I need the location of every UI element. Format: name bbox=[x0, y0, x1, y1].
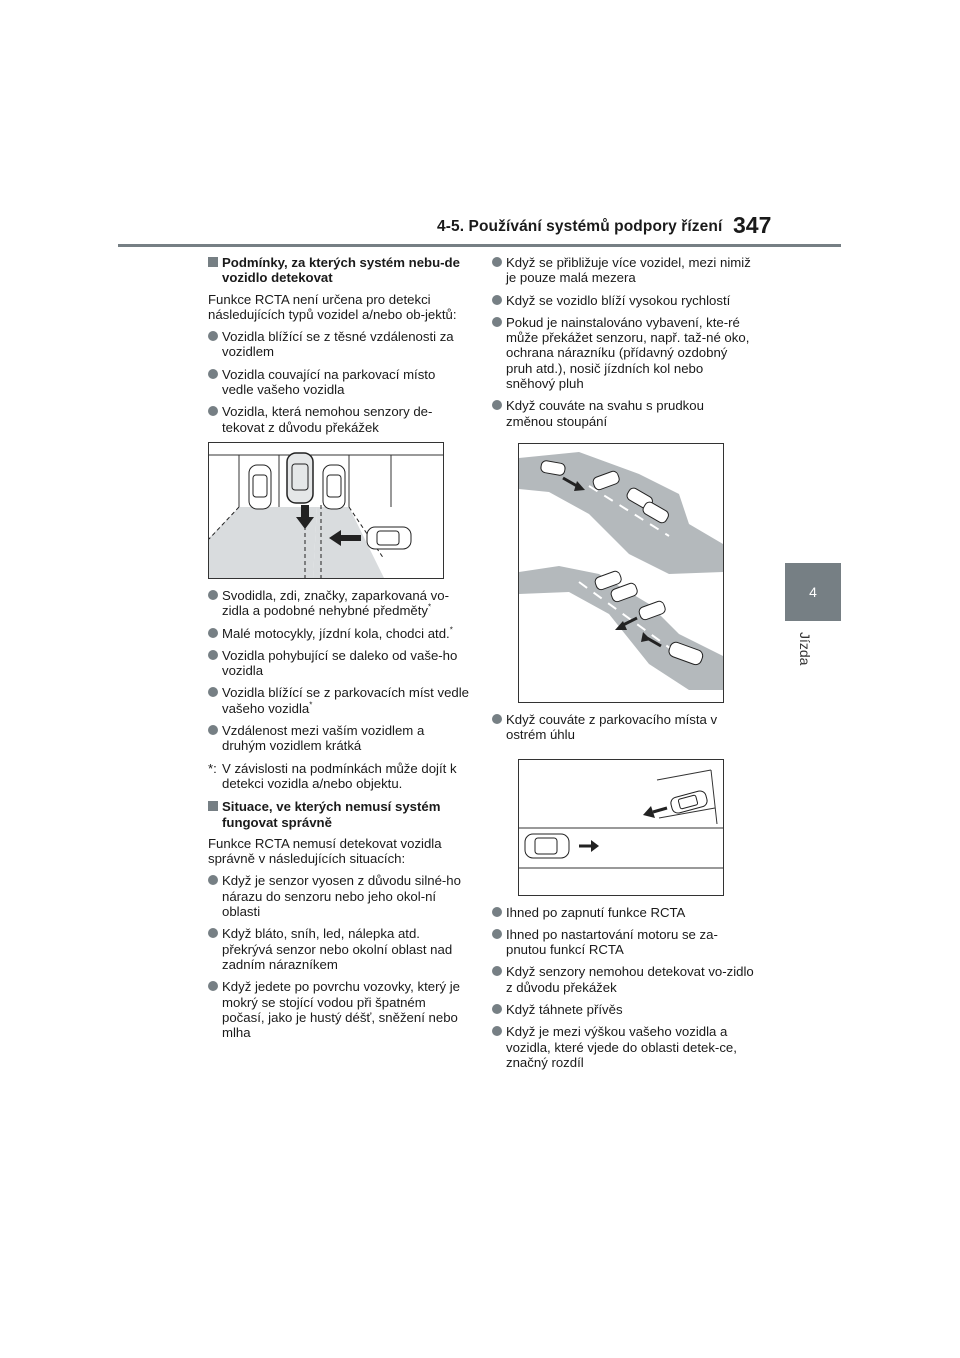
page-number: 347 bbox=[733, 212, 772, 238]
bullet-dot-icon bbox=[492, 317, 502, 327]
list-item: Vozidla pohybující se daleko od vaše-ho vozidla bbox=[208, 648, 470, 679]
bullet-dot-icon bbox=[492, 907, 502, 917]
list-item: Když se přibližuje více vozidel, mezi nimiž je pouze malá mezera bbox=[492, 255, 754, 286]
chapter-tab[interactable]: 4 bbox=[785, 563, 841, 621]
left-column bbox=[208, 255, 470, 1047]
list-item: Když couváte na svahu s prudkou změnou stoupání bbox=[492, 398, 754, 429]
list-item: Když se vozidlo blíží vysokou rychlostí bbox=[492, 293, 754, 308]
list-item: Vozidla couvající na parkovací místo vedle vašeho vozidla bbox=[208, 367, 470, 398]
list-item: Svodidla, zdi, značky, zaparkovaná vo-zidla a podobné nehybné předměty* bbox=[208, 588, 470, 619]
square-bullet-icon bbox=[208, 801, 218, 811]
list-item: Malé motocykly, jízdní kola, chodci atd.* bbox=[208, 626, 470, 641]
parking-illustration bbox=[208, 442, 444, 579]
list-item: Ihned po zapnutí funkce RCTA bbox=[492, 905, 754, 920]
list-item: Vozidla, která nemohou senzory de-tekovat z důvodu překážek bbox=[208, 404, 470, 435]
bullet-dot-icon bbox=[208, 687, 218, 697]
bullet-dot-icon bbox=[492, 929, 502, 939]
bullet-dot-icon bbox=[208, 369, 218, 379]
bullet-dot-icon bbox=[492, 1004, 502, 1014]
list-item: Když couváte z parkovacího místa v ostrém úhlu bbox=[492, 712, 754, 743]
angle-parking-illustration bbox=[518, 759, 724, 896]
list-item: Pokud je nainstalováno vybavení, kte-ré může překážet senzoru, např. taž-né oko, ochrana nárazníku (přídavný ozdobný pruh atd.), nosič jízdních kol nebo sněhový pluh bbox=[492, 315, 754, 391]
bullet-dot-icon bbox=[208, 590, 218, 600]
list-item: Vzdálenost mezi vaším vozidlem a druhým vozidlem krátká bbox=[208, 723, 470, 754]
section-heading: Situace, ve kterých nemusí systém fungovat správně bbox=[208, 799, 470, 830]
section-title: 4-5. Používání systémů podpory řízení bbox=[437, 218, 723, 235]
bullet-dot-icon bbox=[492, 966, 502, 976]
list-item: Když bláto, sníh, led, nálepka atd. překrývá senzor nebo okolní oblast nad zadním nárazníkem bbox=[208, 926, 470, 972]
list-item: Vozidla blížící se z parkovacích míst vedle vašeho vozidla* bbox=[208, 685, 470, 716]
bullet-dot-icon bbox=[208, 628, 218, 638]
bullet-dot-icon bbox=[492, 400, 502, 410]
bullet-dot-icon bbox=[208, 928, 218, 938]
bullet-dot-icon bbox=[208, 981, 218, 991]
list-item: Když je senzor vyosen z důvodu silné-ho nárazu do senzoru nebo jeho okol-ní oblasti bbox=[208, 873, 470, 919]
slope-illustration bbox=[518, 443, 724, 703]
right-column bbox=[492, 255, 754, 1077]
paragraph: Funkce RCTA nemusí detekovat vozidla správně v následujících situacích: bbox=[208, 835, 442, 867]
bullet-dot-icon bbox=[492, 257, 502, 267]
bullet-dot-icon bbox=[492, 714, 502, 724]
section-heading: Podmínky, za kterých systém nebu-de vozidlo detekovat bbox=[208, 255, 470, 286]
list-item: Když jedete po povrchu vozovky, který je mokrý se stojící vodou při špatném počasí, jako je hustý déšť, sněžení nebo mlha bbox=[208, 979, 470, 1040]
bullet-dot-icon bbox=[208, 875, 218, 885]
chapter-label: Jízda bbox=[797, 632, 813, 666]
list-item: Když senzory nemohou detekovat vo-zidlo z důvodu překážek bbox=[492, 964, 754, 995]
bullet-dot-icon bbox=[208, 406, 218, 416]
footnote: *: V závislosti na podmínkách může dojít k detekci vozidla a/nebo objektu. bbox=[208, 760, 457, 791]
list-item: Když je mezi výškou vašeho vozidla a vozidla, které vjede do oblasti detek-ce, značný rozdíl bbox=[492, 1024, 754, 1070]
list-item: Ihned po nastartování motoru se za-pnutou funkcí RCTA bbox=[492, 927, 754, 958]
list-item: Když táhnete přívěs bbox=[492, 1002, 754, 1017]
bullet-dot-icon bbox=[208, 725, 218, 735]
header-rule bbox=[118, 244, 841, 247]
bullet-dot-icon bbox=[492, 295, 502, 305]
paragraph: Funkce RCTA není určena pro detekci následujících typů vozidel a/nebo ob-jektů: bbox=[208, 291, 457, 322]
bullet-dot-icon bbox=[208, 331, 218, 341]
list-item: Vozidla blížící se z těsné vzdálenosti za vozidlem bbox=[208, 329, 470, 360]
bullet-dot-icon bbox=[208, 650, 218, 660]
bullet-dot-icon bbox=[492, 1026, 502, 1036]
square-bullet-icon bbox=[208, 257, 218, 267]
